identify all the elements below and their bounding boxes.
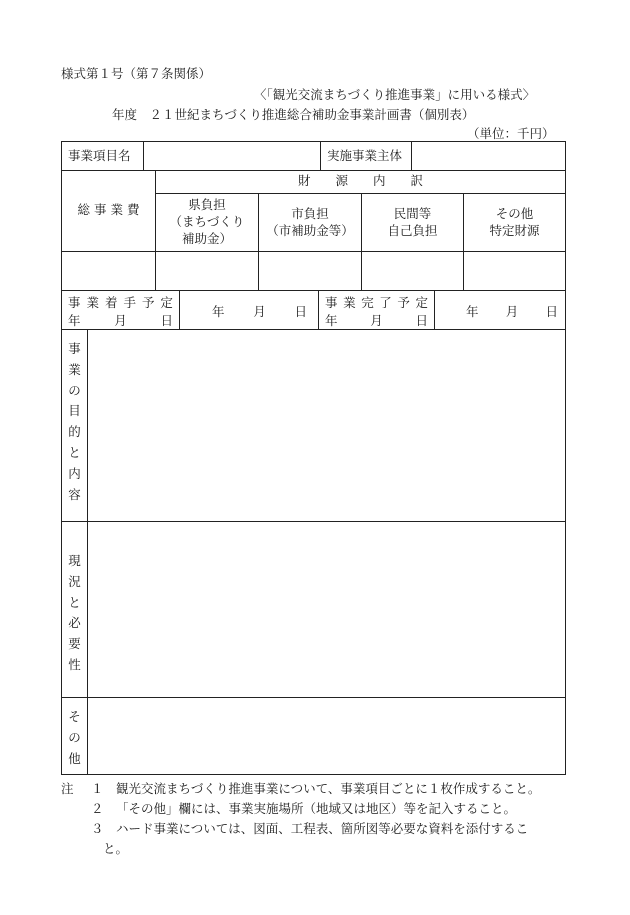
note-item: ３ ハード事業については、図面、工程表、箇所図等必要な資料を添付するこ	[91, 821, 529, 836]
unit-label: （単位：千円）	[467, 126, 555, 141]
start-date-label: 事 業 着 手 予 定 年 月 日	[68, 295, 173, 328]
note-continuation: と。	[103, 841, 129, 856]
other-amount-field[interactable]	[464, 252, 565, 290]
start-date-field[interactable]: 年 月 日	[212, 304, 307, 319]
implementer-label: 実施事業主体	[327, 147, 403, 163]
notes	[61, 779, 576, 859]
private-amount-field[interactable]	[362, 252, 463, 290]
project-name-label: 事業項目名	[68, 147, 131, 163]
funding-col-prefecture: 県負担 （まちづくり 補助金）	[169, 197, 245, 246]
note-item: ２ 「その他」欄には、事業実施場所（地域又は地区）等を記入すること。	[91, 801, 517, 816]
purpose-field[interactable]	[88, 330, 565, 521]
funding-col-private: 民間等 自己負担	[387, 205, 438, 238]
page-title: 年度 ２１世紀まちづくり推進総合補助金事業計画書（個別表）	[112, 107, 475, 122]
current-situation-field[interactable]	[88, 522, 565, 697]
funding-breakdown-label: 財 源 内 訳	[297, 173, 423, 189]
implementer-field[interactable]	[412, 142, 565, 170]
project-name-field[interactable]	[144, 142, 320, 170]
funding-col-city: 市負担 （市補助金等）	[266, 205, 354, 238]
plan-form	[61, 141, 566, 775]
usage-note: 〈「観光交流まちづくり推進事業」に用いる様式〉	[254, 87, 536, 102]
prefecture-amount-field[interactable]	[156, 252, 258, 290]
city-amount-field[interactable]	[259, 252, 361, 290]
total-cost-field[interactable]	[62, 252, 155, 290]
note-item: 注 １ 観光交流まちづくり推進事業について、事業項目ごとに１枚作成すること。	[61, 781, 541, 796]
completion-date-field[interactable]: 年 月 日	[466, 304, 558, 319]
completion-date-label: 事 業 完 了 予 定 年 月 日	[325, 295, 428, 328]
total-cost-label: 総 事 業 費	[77, 202, 140, 218]
purpose-label: 事 業 の 目 的 と 内 容	[68, 341, 81, 502]
other-label: そ の 他	[68, 709, 81, 766]
current-situation-label: 現 況 と 必 要 性	[68, 553, 81, 672]
funding-col-other: その他 特定財源	[489, 205, 540, 238]
other-field[interactable]	[88, 698, 565, 774]
form-number: 様式第１号（第７条関係）	[61, 66, 212, 81]
